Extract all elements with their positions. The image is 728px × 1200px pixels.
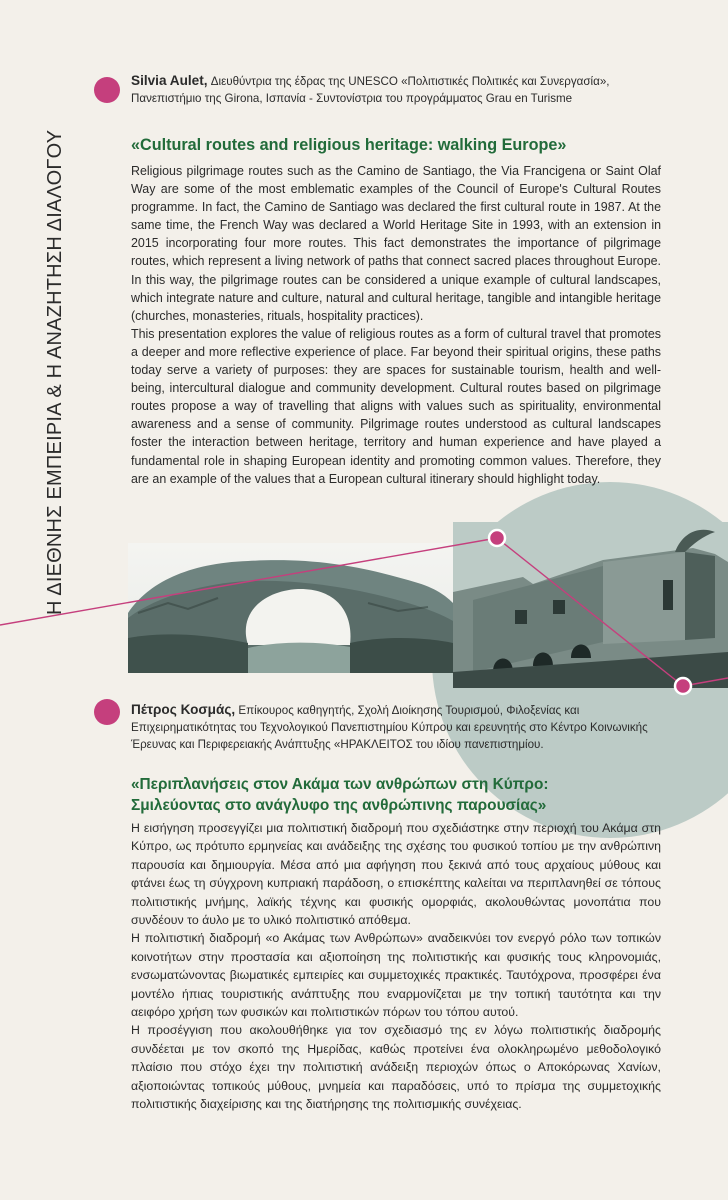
speaker1-bio: Διευθύντρια της έδρας της UNESCO «Πολιτιστικές Πολιτικές και Συνεργασία», Πανεπιστήμιο της Girona, Ισπανία - Συντονίστρια του προγράμματος Grau en Turisme [131,75,610,105]
speaker2-talk-title-line2: Σμιλεύοντας στο ανάγλυφο της ανθρώπινης παρουσίας» [131,797,547,814]
section-title-vertical: Η ΔΙΕΘΝΗΣ ΕΜΠΕΙΡΙΑ & Η ΑΝΑΖΗΤΗΣΗ ΔΙΑΛΟΓΟΥ [44,129,66,615]
speaker2-bullet-dot [94,699,120,725]
speaker1-paragraph-1: Religious pilgrimage routes such as the Camino de Santiago, the Via Francigena or Saint Olaf Way are some of the most emblematic examples of the Council of Europe's Cultural Routes programme. In fact, the Camino de Santiago was declared the first cultural route in 1987. At the same time, the French Way was declared a World Heritage Site in 1993, with an extension in 2015 incorporating four more routes. This fact demonstrates the importance of pilgrimage routes, which represent a living network of paths that connect sacred places throughout Europe. In this way, the pilgrimage routes can be considered a unique example of cultural landscapes, which integrate nature and culture, natural and cultural heritage, tangible and intangible heritage (churches, monasteries, rituals, hospitality practices). [131,164,661,323]
speaker1-talk-title: «Cultural routes and religious heritage: walking Europe» [131,136,567,154]
speaker2-byline [131,702,651,753]
speaker2-abstract [131,819,661,1114]
speaker2-paragraph-1: Η εισήγηση προσεγγίζει μια πολιτιστική διαδρομή που σχεδιάστηκε στην περιοχή του Ακάμα στη Κύπρο, ως πρότυπο ερμηνείας και ανάδειξης της σχέσης του φυσικού τοπίου με την ανθρώπινη παρουσία και δημιουργία. Μέσα από μια αφήγηση που ξεκινά από τους αρχαίους μύθους και φτάνει έως τη σύγχρονη κυπριακή παράδοση, ο επισκέπτης καλείται να περιπλανηθεί σε τόπους πολιτιστικής μνήμης, λαϊκής τέχνης και φυσικής ομορφιάς, ακολουθώντας μονοπάτια που συνδέουν το άυλο με το υλικό πολιτιστικό απόθεμα. [131,821,661,928]
speaker2-talk-title [131,774,548,816]
speaker1-name: Silvia Aulet, [131,73,208,88]
speaker2-paragraph-3: Η προσέγγιση που ακολουθήθηκε για τον σχεδιασμό της εν λόγω πολιτιστικής διαδρομής συνδέεται με τον σκοπό της Ημερίδας, καθώς προτείνει ένα ολοκληρωμένο μεθοδολογικό πλαίσιο που στόχο έχει την πολιτιστική ανάδειξη περιοχών όπως ο Αποκόρωνας Χανίων, αξιοποιώντας τοπικούς μύθους, μνημεία και παραδόσεις, υπό το πρίσμα της συμμετοχικής πολιτιστικής διαχείρισης και της διατήρησης της πολιτισμικής συνέχειας. [131,1023,661,1112]
speaker2-name: Πέτρος Κοσμάς, [131,702,236,717]
speaker2-talk-title-line1: «Περιπλανήσεις στον Ακάμα των ανθρώπων στη Κύπρο: [131,776,549,793]
speaker1-paragraph-2: This presentation explores the value of religious routes as a form of cultural travel that promotes a deeper and more reflective experience of place. Far beyond their spiritual origins, these paths today serve a variety of purposes: they are spaces for sustainable tourism, health and well-being, intercultural dialogue and community development. Cultural routes based on pilgrimage routes propose a way of travelling that aligns with values such as spirituality, environmental awareness and a sense of community. Pilgrimage routes understood as cultural landscapes foster the interaction between heritage, territory and human experience and have played a fundamental role in shaping European identity and promoting common values. Therefore, they are an example of the values that a European cultural itinerary should highlight today. [131,326,661,486]
speaker2-paragraph-2: Η πολιτιστική διαδρομή «ο Ακάμας των Ανθρώπων» αναδεικνύει τον ενεργό ρόλο των τοπικών κοινοτήτων στην προστασία και αξιοποίηση της πολιτιστικής και φυσικής τους κληρονομιάς, ενσωματώνοντας βιωματικές εμπειρίες και συμμετοχικές πρακτικές. Ταυτόχρονα, προσφέρει ένα μοντέλο ήπιας τουριστικής ανάπτυξης που εναρμονίζεται με την τοπική ταυτότητα και την αειφόρο χρήση των φυσικών και πολιτιστικών πόρων του τόπου αυτού. [131,931,661,1020]
speaker2-bio: Επίκουρος καθηγητής, Σχολή Διοίκησης Τουρισμού, Φιλοξενίας και Επιχειρηματικότητας του Τεχνολογικού Πανεπιστημίου Κύπρου και ερευνητής στο Κέντρο Κοινωνικής Έρευνας και Περιφερειακής Ανάπτυξης «ΗΡΑΚΛΕΙΤΟΣ του ιδίου πανεπιστημίου. [131,704,648,751]
